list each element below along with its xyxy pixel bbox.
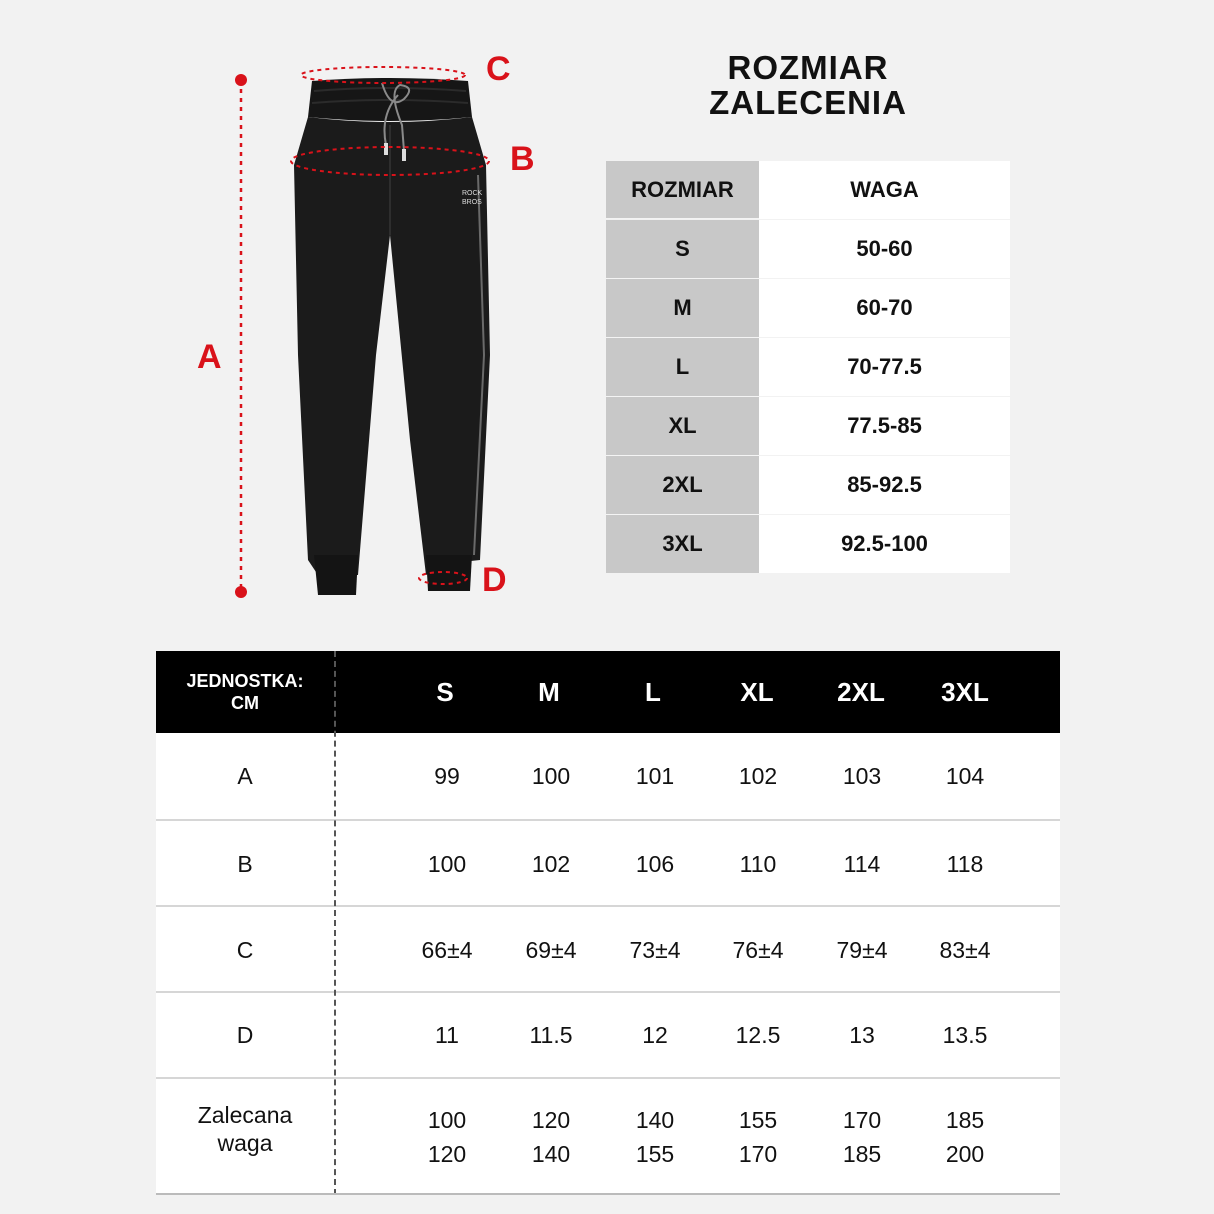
size-header: 2XL (837, 676, 885, 707)
weight-cell: 92.5-100 (759, 515, 1010, 573)
row-label-d: D (236, 1021, 254, 1048)
table-cell: 103 (842, 762, 882, 789)
weight-cell: 70-77.5 (759, 338, 1010, 396)
row-label-b: B (237, 850, 253, 877)
weight-range-from: 185 (945, 1107, 985, 1133)
weight-range-to: 120 (427, 1141, 467, 1167)
dimension-label-d: D (482, 561, 507, 599)
size-weight-table (606, 161, 1010, 577)
weight-range-cell (812, 1085, 912, 1189)
table-cell: 12 (642, 1021, 668, 1048)
recommendation-title (660, 50, 956, 120)
size-weight-row (606, 279, 1010, 337)
table-cell: 102 (531, 850, 571, 877)
weight-cell: 77.5-85 (759, 397, 1010, 455)
size-cell: XL (606, 397, 759, 455)
size-weight-header-row (606, 161, 1010, 219)
weight-range-cell (708, 1085, 808, 1189)
row-label-a: A (237, 762, 253, 789)
weight-cell: 85-92.5 (759, 456, 1010, 514)
dimension-label-c: C (486, 50, 511, 88)
weight-range-cell (605, 1085, 705, 1189)
weight-range-from: 100 (427, 1107, 467, 1133)
table-cell: 79±4 (836, 936, 888, 963)
table-cell: 66±4 (421, 936, 473, 963)
measurement-body (156, 733, 1060, 1195)
size-cell: M (606, 279, 759, 337)
dimension-label-a: A (197, 338, 222, 376)
size-column-header: ROZMIAR (606, 161, 759, 219)
size-header: M (538, 676, 560, 707)
weight-range-from: 170 (842, 1107, 882, 1133)
table-cell: 118 (946, 850, 984, 877)
size-cell: S (606, 220, 759, 278)
weight-range-from: 120 (531, 1107, 571, 1133)
table-cell: 13 (849, 1021, 875, 1048)
table-cell: 99 (434, 762, 460, 789)
table-cell: 83±4 (939, 936, 991, 963)
size-weight-row (606, 338, 1010, 396)
weight-range-to: 140 (531, 1141, 571, 1167)
measurement-table (156, 651, 1060, 1195)
table-cell: 13.5 (942, 1021, 988, 1048)
size-weight-row (606, 397, 1010, 455)
size-weight-row (606, 515, 1010, 573)
column-divider (334, 651, 336, 1195)
size-cell: 3XL (606, 515, 759, 573)
size-header: L (645, 676, 661, 707)
table-cell: 73±4 (629, 936, 681, 963)
weight-column-header: WAGA (759, 161, 1010, 219)
size-header: S (436, 676, 454, 707)
weight-range-cell (397, 1085, 497, 1189)
weight-cell: 50-60 (759, 220, 1010, 278)
brand-mark-line1: ROCK (462, 190, 483, 197)
table-cell: 114 (843, 850, 881, 877)
unit-header-line2: CM (231, 693, 259, 713)
table-cell: 69±4 (525, 936, 577, 963)
row-label-weight (156, 1079, 334, 1179)
weight-range-cell (915, 1085, 1015, 1189)
recommendation-title-line1: ROZMIAR (727, 49, 889, 86)
table-cell: 106 (635, 850, 675, 877)
unit-header (156, 651, 334, 733)
weight-label-line2: waga (217, 1130, 273, 1156)
table-cell: 101 (635, 762, 675, 789)
table-cell: 100 (531, 762, 571, 789)
size-cell: 2XL (606, 456, 759, 514)
size-weight-row (606, 220, 1010, 278)
weight-cell: 60-70 (759, 279, 1010, 337)
table-cell: 11 (435, 1021, 459, 1048)
table-cell: 12.5 (735, 1021, 781, 1048)
size-header: 3XL (941, 676, 989, 707)
weight-range-to: 200 (945, 1141, 985, 1167)
weight-range-cell (501, 1085, 601, 1189)
brand-mark-line2: BROS (462, 199, 482, 206)
table-cell: 102 (738, 762, 778, 789)
table-cell: 76±4 (732, 936, 784, 963)
size-weight-row (606, 456, 1010, 514)
recommendation-title-line2: ZALECENIA (709, 84, 907, 121)
table-cell: 104 (945, 762, 985, 789)
weight-range-to: 155 (635, 1141, 675, 1167)
measurement-header-row (156, 651, 1060, 733)
pants-image (190, 55, 510, 615)
table-cell: 100 (427, 850, 467, 877)
row-label-c: C (236, 936, 254, 963)
weight-range-to: 185 (842, 1141, 882, 1167)
unit-header-line1: JEDNOSTKA: (186, 671, 304, 691)
table-cell: 110 (739, 850, 777, 877)
size-header: XL (740, 676, 774, 707)
weight-range-from: 155 (738, 1107, 778, 1133)
size-cell: L (606, 338, 759, 396)
dimension-label-b: B (510, 140, 535, 178)
weight-range-from: 140 (635, 1107, 675, 1133)
table-cell: 11.5 (529, 1021, 573, 1048)
weight-label-line1: Zalecana (197, 1102, 293, 1128)
weight-range-to: 170 (738, 1141, 778, 1167)
